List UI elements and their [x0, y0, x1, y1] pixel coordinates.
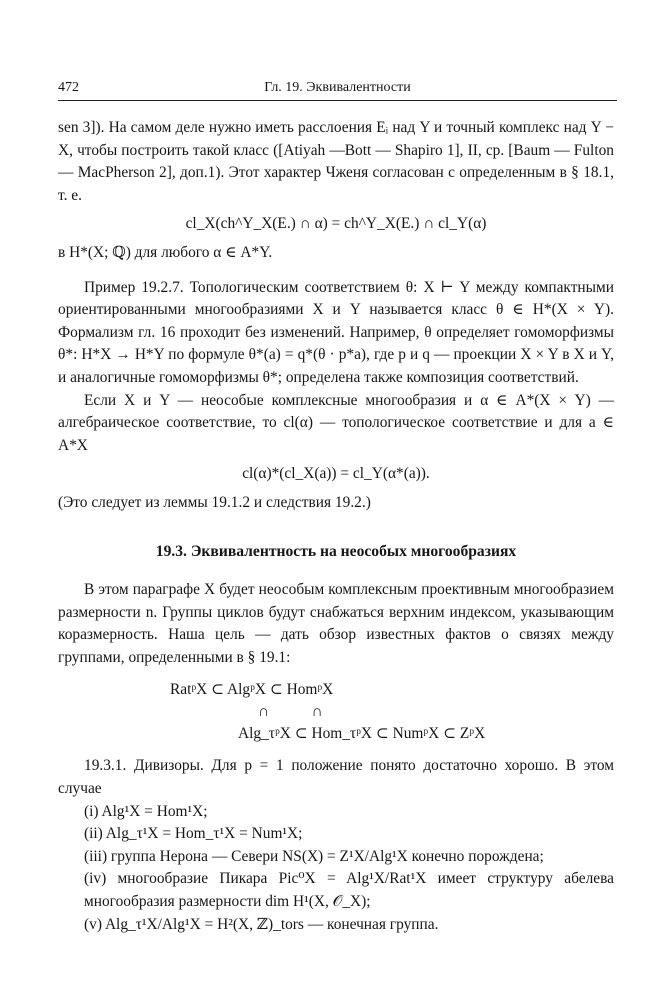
- section-title: 19.3. Эквивалентность на неособых многообразиях: [155, 542, 517, 560]
- example-19-2-7: Пример 19.2.7. Топологическим соответствием θ: X ⊢ Y между компактными ориентированными многообразиями X и Y называется класс θ ∈ H*(X × Y). Формализм гл. 16 проходит без изменений. Например, θ определяет гомоморфизмы θ*: H*X → H*Y по формуле θ*(a) = q*(θ · p*a), где p и q — проекции X × Y в X и Y, и аналогичные гомоморфизмы θ*; определена также композиция соответствий.: [58, 278, 614, 386]
- diagram-row-2: ∩ ∩: [258, 703, 323, 721]
- list-item-iii: (iii) группа Нерона — Севери NS(X) = Z¹X/Alg¹X конечно порождена;: [84, 847, 544, 865]
- list-item-i: (i) Alg¹X = Hom¹X;: [84, 802, 208, 820]
- list-item-iv: (iv) многообразие Пикара Pic⁰X = Alg¹X/Rat¹X имеет структуру абелева многообразия размерности dim H¹(X, 𝒪_X);: [84, 870, 614, 911]
- paragraph-reference-note: (Это следует из леммы 19.1.2 и следствия 19.2.): [58, 493, 371, 511]
- list-item-v: (v) Alg_τ¹X/Alg¹X = H²(X, ℤ)_tors — конечная группа.: [84, 915, 439, 933]
- paragraph-1: sen 3]). На самом деле нужно иметь расслоения Eᵢ над Y и точный комплекс над Y − X, чтобы построить такой класс ([Atiyah —Bott — Shapiro 1], II, ср. [Baum — Fulton — MacPherson 2], доп.1). Этот характер Чженя согласован с определенным в § 18.1, т. е.: [58, 119, 614, 204]
- running-title: Гл. 19. Эквивалентности: [264, 80, 411, 95]
- page-header: [58, 78, 617, 101]
- diagram-row-3: Alg_τᵖX ⊂ Hom_τᵖX ⊂ NumᵖX ⊂ ZᵖX: [238, 725, 486, 743]
- formula-correspondence: cl(α)*(cl_X(a)) = cl_Y(α*(a)).: [242, 465, 430, 483]
- page-body: [58, 117, 614, 936]
- inclusion-diagram: [58, 679, 614, 745]
- page-number: 472: [58, 80, 79, 95]
- formula-chern-character: cl_X(ch^Y_X(E.) ∩ α) = ch^Y_X(E.) ∩ cl_Y(α): [185, 215, 487, 233]
- paragraph-1-continued: в H*(X; ℚ) для любого α ∈ A*Y.: [58, 243, 273, 261]
- list-item-ii: (ii) Alg_τ¹X = Hom_τ¹X = Num¹X;: [84, 825, 303, 843]
- paragraph-section-intro: В этом параграфе X будет неособым комплексным проективным многообразием размерности n. Группы циклов будут снабжаться верхним индексом, указывающим коразмерность. Наша цель — дать обзор известных фактов о связях между группами, определенными в § 19.1:: [58, 581, 614, 666]
- diagram-row-1: RatᵖX ⊂ AlgᵖX ⊂ HomᵖX: [170, 681, 334, 699]
- paragraph-algebraic-correspondence: Если X и Y — неособые комплексные многообразия и α ∈ A*(X × Y) — алгебраическое соответствие, то cl(α) — топологическое соответствие и для a ∈ A*X: [58, 391, 614, 454]
- subsection-divisors: 19.3.1. Дивизоры. Для p = 1 положение понято достаточно хорошо. В этом случае: [58, 757, 614, 798]
